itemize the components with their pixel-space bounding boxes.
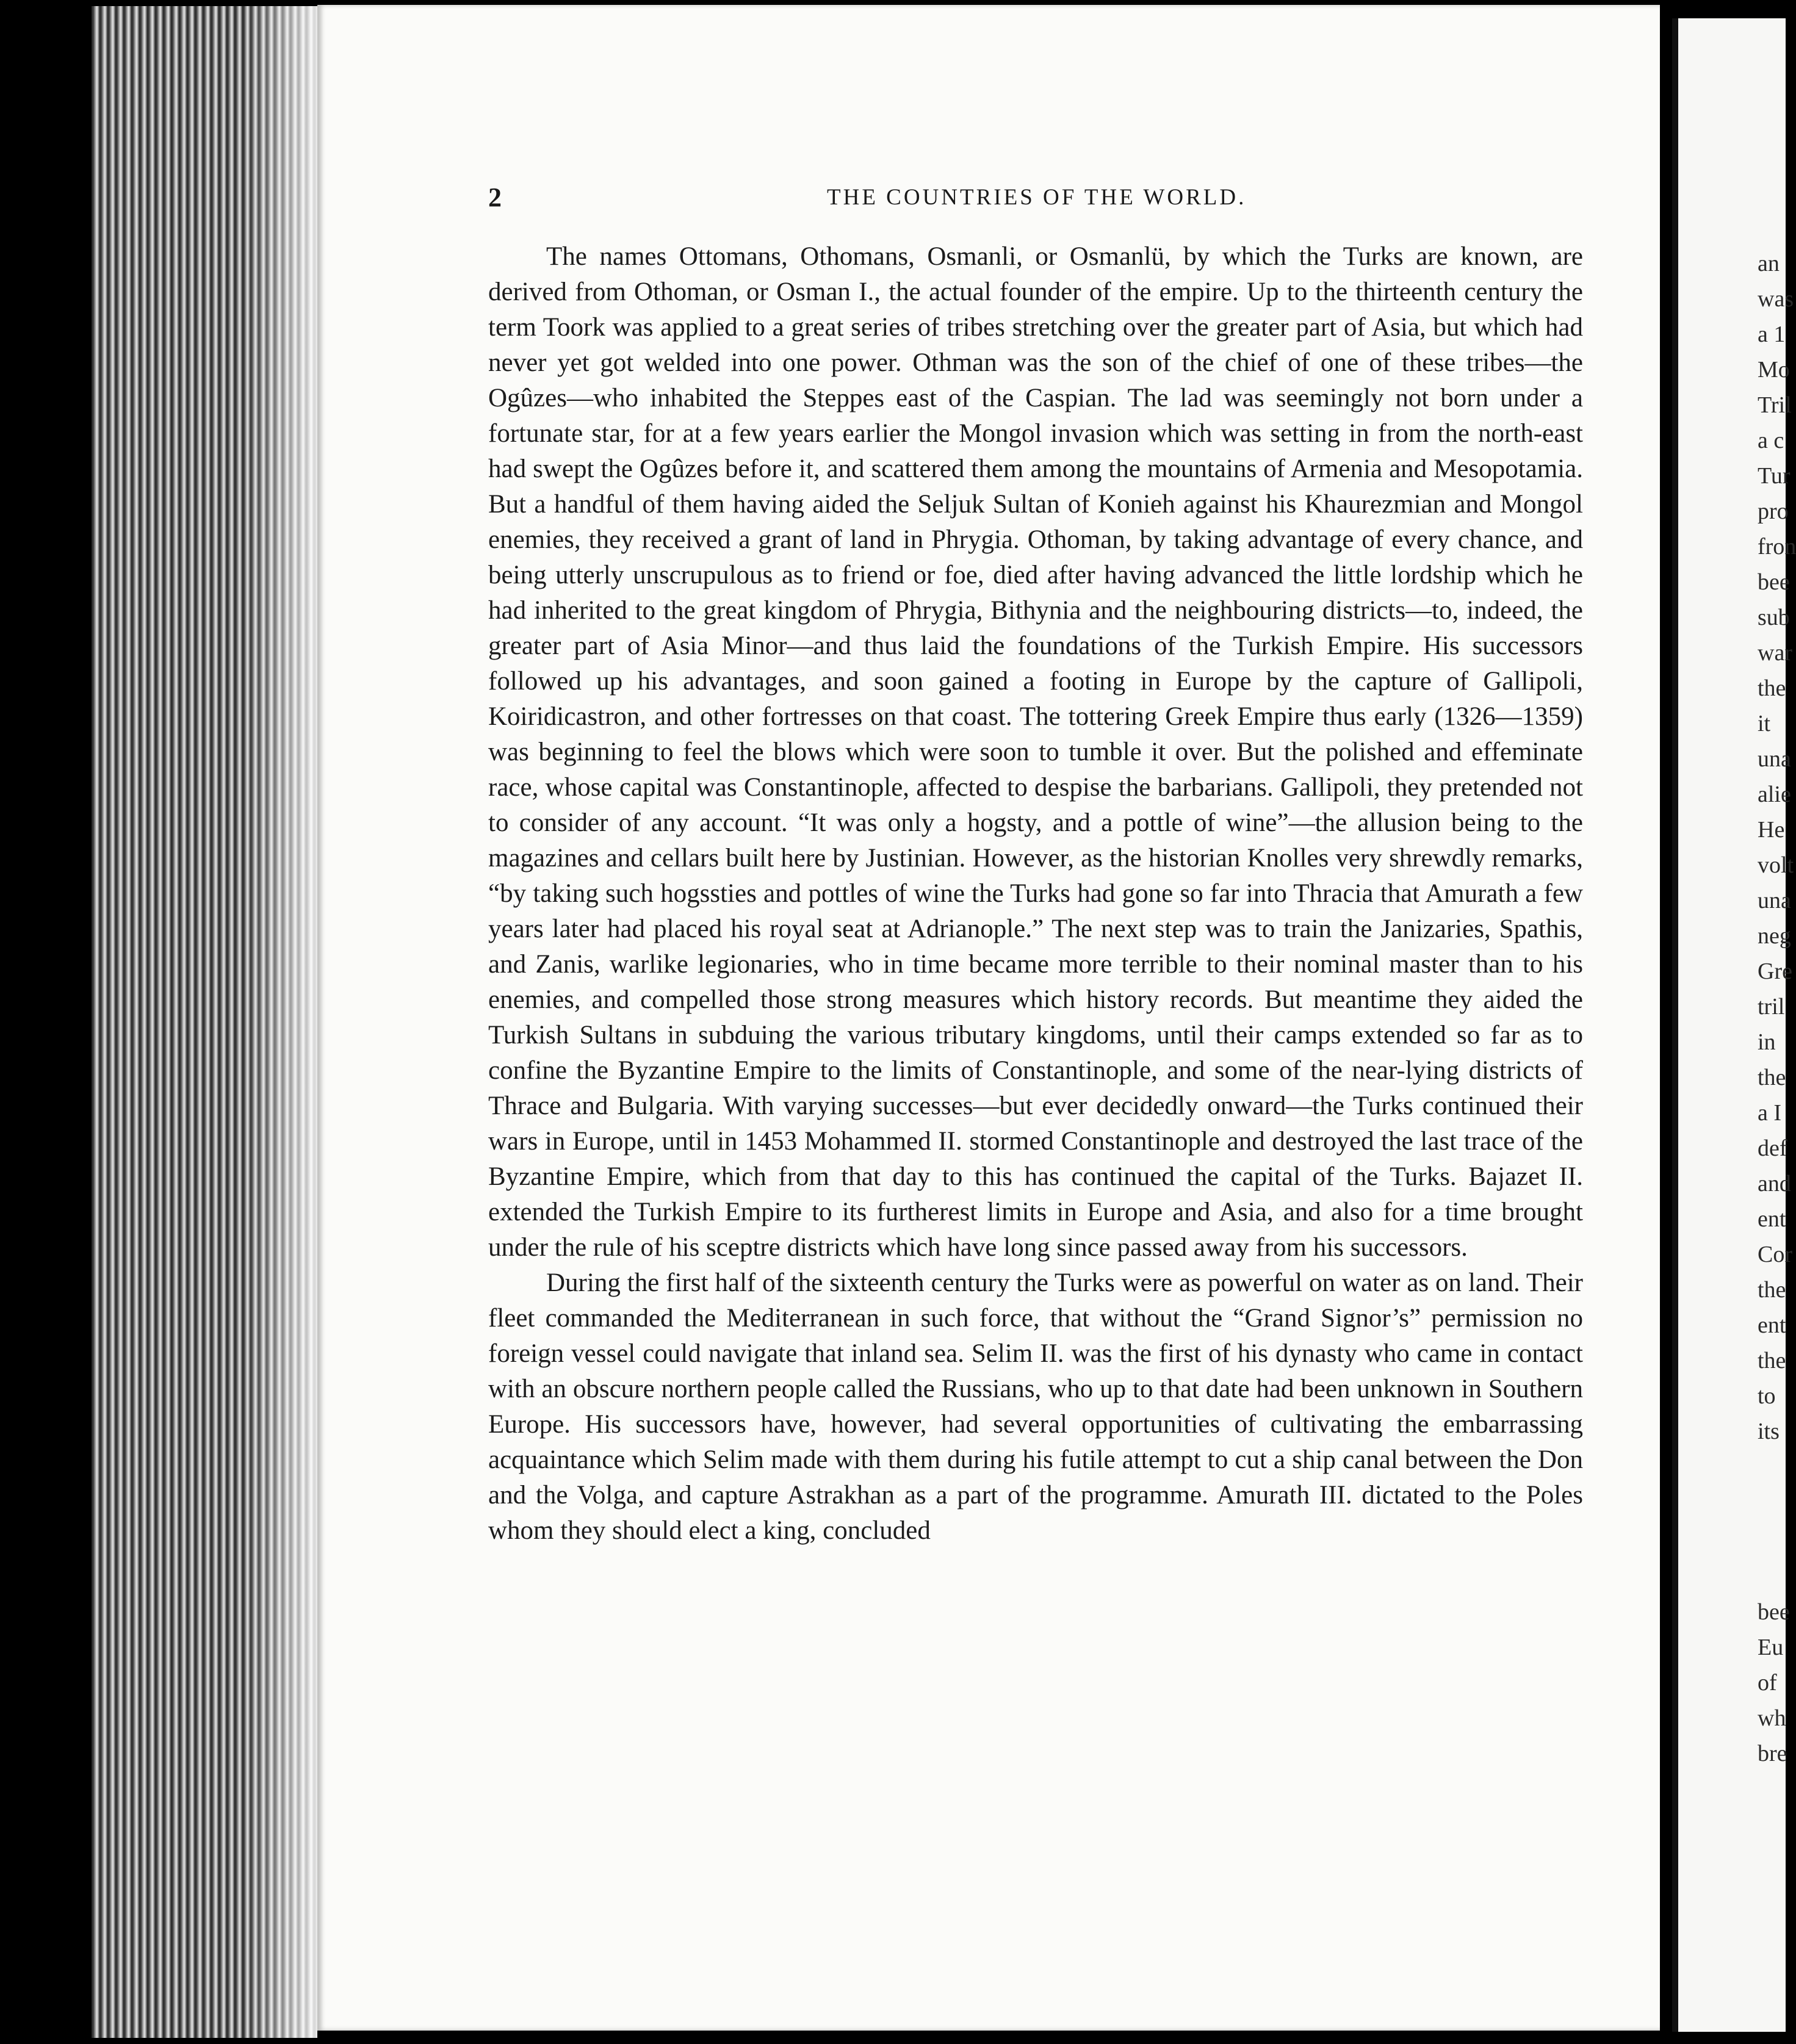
adjacent-page-fragment: to <box>1758 1383 1776 1409</box>
adjacent-page-fragment: una <box>1758 746 1791 772</box>
adjacent-page-fragment: it <box>1758 711 1771 736</box>
adjacent-page-fragment: the <box>1758 1277 1786 1303</box>
adjacent-page-fragment: a I <box>1758 1100 1782 1126</box>
adjacent-page-fragment: volt <box>1758 852 1794 878</box>
adjacent-page-fragment: una <box>1758 888 1791 913</box>
adjacent-page-fragment: of <box>1758 1670 1777 1696</box>
adjacent-page-fragment: was <box>1758 286 1794 312</box>
adjacent-page-fragment: Tur <box>1758 463 1791 489</box>
adjacent-page-fragment: a 1 <box>1758 322 1786 347</box>
body-text <box>488 239 1583 1549</box>
adjacent-page-fragment: bre <box>1758 1741 1787 1766</box>
adjacent-page-fragment: Eu <box>1758 1635 1784 1660</box>
adjacent-page-fragment: bee <box>1758 1599 1790 1625</box>
adjacent-page-fragment: fron <box>1758 534 1796 560</box>
adjacent-page-fragment: neg <box>1758 923 1791 949</box>
adjacent-page-fragment: sub <box>1758 605 1790 630</box>
adjacent-page-fragment: tril <box>1758 994 1785 1020</box>
running-title: THE COUNTRIES OF THE WORLD. <box>827 185 1247 210</box>
page-number: 2 <box>488 182 502 212</box>
adjacent-page-fragment: war <box>1758 640 1792 666</box>
adjacent-page-fragment: He <box>1758 817 1785 843</box>
book-page-edges <box>92 6 317 2038</box>
adjacent-page-fragment: its <box>1758 1419 1780 1444</box>
adjacent-page-fragment: the <box>1758 1348 1786 1373</box>
adjacent-page-fragment: the <box>1758 1065 1786 1090</box>
adjacent-page-fragment: def <box>1758 1135 1787 1161</box>
adjacent-page-fragment: Cor <box>1758 1242 1792 1267</box>
adjacent-page-fragment: an <box>1758 251 1780 276</box>
adjacent-page-fragment: and <box>1758 1171 1791 1197</box>
adjacent-page-fragment: in <box>1758 1029 1776 1055</box>
adjacent-page-fragment: Mo <box>1758 357 1790 383</box>
adjacent-page-fragment: pro <box>1758 498 1789 524</box>
adjacent-page-fragment: bee <box>1758 569 1790 595</box>
adjacent-page-fragment: Gre <box>1758 959 1792 984</box>
adjacent-page-fragment: alie <box>1758 782 1791 807</box>
paragraph: During the first half of the sixteenth century the Turks were as powerful on water as on land. Their fleet commanded the Mediterranean in such force, that without the “Grand Signor’s” permission no foreign vessel could navigate that inland sea. Selim II. was the first of his dynasty who came in contact with an obscure northern people called the Russians, who up to that date had been unknown in Southern Europe. His successors have, however, had several opportunities of cultivating the embarrassing acquaintance which Selim made with them during his futile attempt to cut a ship canal between the Don and the Volga, and capture Astrakhan as a part of the programme. Amurath III. dictated to the Poles whom they should elect a king, concluded <box>488 1269 1583 1545</box>
paragraph: The names Ottomans, Othomans, Osmanli, or Osmanlü, by which the Turks are known, are derived from Othoman, or Osman I., the actual founder of the empire. Up to the thirteenth century the term Toork was applied to a great series of tribes stretching over the greater part of Asia, but which had never yet got welded into one power. Othman was the son of the chief of one of these tribes—the Ogûzes—who inhabited the Steppes east of the Caspian. The lad was seemingly not born under a fortunate star, for at a few years earlier the Mongol invasion which was setting in from the north-east had swept the Ogûzes before it, and scattered them among the mountains of Armenia and Mesopotamia. But a handful of them having aided the Seljuk Sultan of Konieh against his Khaurezmian and Mongol enemies, they received a grant of land in Phrygia. Othoman, by taking advantage of every chance, and being utterly unscrupulous as to friend or foe, died after having advanced the little lordship which he had inherited to the great kingdom of Phrygia, Bithynia and the neighbouring districts—to, indeed, the greater part of Asia Minor—and thus laid the foundations of the Turkish Empire. His successors followed up his advantages, and soon gained a footing in Europe by the capture of Gallipoli, Koiridicastron, and other fortresses on that coast. The tottering Greek Empire thus early (1326—1359) was beginning to feel the blows which were soon to tumble it over. But the polished and effeminate race, whose capital was Constantinople, affected to despise the barbarians. Gallipoli, they pretended not to consider of any account. “It was only a hogsty, and a pottle of wine”—the allusion being to the magazines and cellars built here by Justinian. However, as the historian Knolles very shrewdly remarks, “by taking such hogssties and pottles of wine the Turks had gone so far into Thracia that Amurath a few years later had placed his royal seat at Adrianople.” The next step was to train the Janizaries, Spathis, and Zanis, warlike legionaries, who in time became more terrible to their nominal master than to his enemies, and compelled those strong measures which history records. But meantime they aided the Turkish Sultans in subduing the various tributary kingdoms, until their camps extended so far as to confine the Byzantine Empire to the limits of Constantinople, and some of the near-lying districts of Thrace and Bulgaria. With varying successes—but ever decidedly onward—the Turks continued their wars in Europe, until in 1453 Mohammed II. stormed Constantinople and destroyed the last trace of the Byzantine Empire, which from that day to this has continued the capital of the Turks. Bajazet II. extended the Turkish Empire to its furtherest limits in Europe and Asia, and also for a time brought under the rule of his sceptre districts which have long since passed away from his successors. <box>488 242 1583 1262</box>
adjacent-page-fragment: ent <box>1758 1312 1786 1338</box>
adjacent-page-fragment: the <box>1758 675 1786 701</box>
adjacent-page-fragment: ent <box>1758 1206 1786 1232</box>
running-header <box>488 182 1587 212</box>
adjacent-page-fragment: wh <box>1758 1705 1786 1731</box>
adjacent-page-fragment: Tril <box>1758 392 1792 418</box>
adjacent-page <box>1672 18 1796 2032</box>
adjacent-page-fragment: a c <box>1758 428 1784 453</box>
